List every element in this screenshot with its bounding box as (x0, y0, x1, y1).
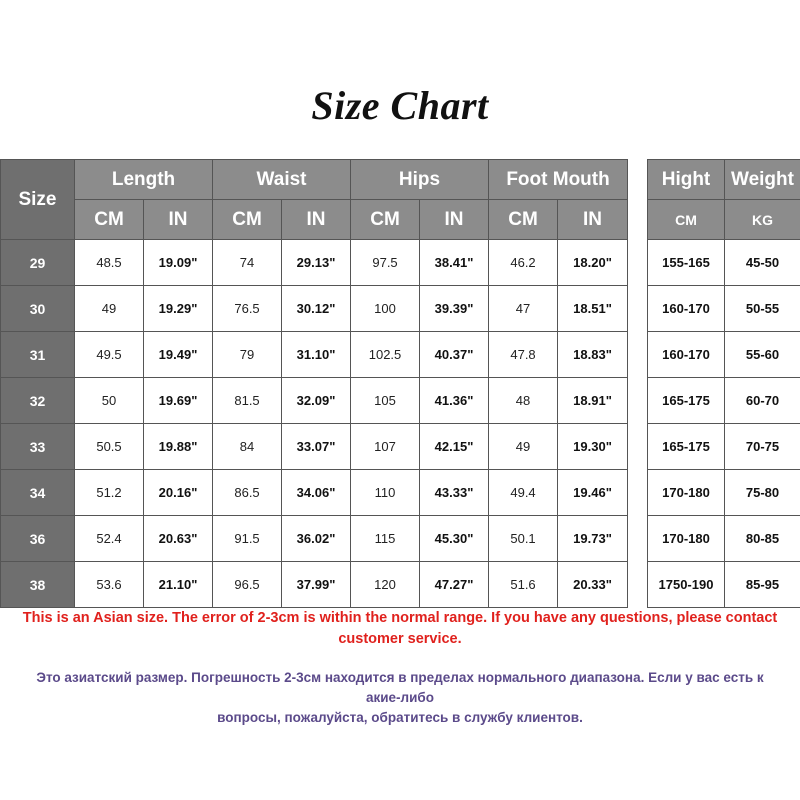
group-header-length: Length (75, 160, 213, 200)
cm-value-cell: 115 (351, 516, 420, 562)
weight-cell: 70-75 (725, 424, 800, 470)
in-value-cell: 20.16" (144, 470, 213, 516)
weight-cell: 75-80 (725, 470, 800, 516)
size-table (0, 159, 628, 608)
size-column-header: Size (1, 160, 75, 240)
cm-value-cell: 86.5 (213, 470, 282, 516)
size-table-body (1, 240, 628, 608)
cm-value-cell: 81.5 (213, 378, 282, 424)
in-value-cell: 18.91" (558, 378, 628, 424)
in-value-cell: 40.37" (420, 332, 489, 378)
in-value-cell: 19.88" (144, 424, 213, 470)
in-value-cell: 19.49" (144, 332, 213, 378)
unit-header-cm: CM (213, 200, 282, 240)
table-row (1, 378, 628, 424)
height-cell: 165-175 (648, 378, 725, 424)
weight-cell: 45-50 (725, 240, 800, 286)
in-value-cell: 18.83" (558, 332, 628, 378)
cm-value-cell: 74 (213, 240, 282, 286)
in-value-cell: 37.99" (282, 562, 351, 608)
cm-value-cell: 100 (351, 286, 420, 332)
table-row (1, 562, 628, 608)
cm-value-cell: 46.2 (489, 240, 558, 286)
cm-value-cell: 102.5 (351, 332, 420, 378)
table-row (1, 516, 628, 562)
in-value-cell: 39.39" (420, 286, 489, 332)
table-row (648, 240, 800, 286)
cm-value-cell: 50.1 (489, 516, 558, 562)
cm-value-cell: 84 (213, 424, 282, 470)
unit-header-cm: CM (75, 200, 144, 240)
in-value-cell: 20.33" (558, 562, 628, 608)
weight-cell: 85-95 (725, 562, 800, 608)
group-header-hips: Hips (351, 160, 489, 200)
in-value-cell: 19.46" (558, 470, 628, 516)
russian-note-line: Это азиатский размер. Погрешность 2-3см находится в пределах нормального диапазона. Если у вас есть к (36, 670, 764, 685)
unit-header-cm: CM (489, 200, 558, 240)
size-cell: 30 (1, 286, 75, 332)
weight-cell: 60-70 (725, 378, 800, 424)
unit-header-height-cm: CM (648, 200, 725, 240)
header-weight: Weight (725, 160, 800, 200)
height-cell: 170-180 (648, 516, 725, 562)
unit-header-in: IN (144, 200, 213, 240)
cm-value-cell: 110 (351, 470, 420, 516)
table-row (1, 286, 628, 332)
table-row (648, 424, 800, 470)
header-height: Hight (648, 160, 725, 200)
table-row (1, 332, 628, 378)
cm-value-cell: 48 (489, 378, 558, 424)
size-cell: 36 (1, 516, 75, 562)
in-value-cell: 31.10" (282, 332, 351, 378)
cm-value-cell: 49 (489, 424, 558, 470)
size-cell: 29 (1, 240, 75, 286)
height-weight-table (647, 159, 800, 608)
in-value-cell: 33.07" (282, 424, 351, 470)
size-cell: 34 (1, 470, 75, 516)
table-row (648, 516, 800, 562)
table-row (648, 286, 800, 332)
in-value-cell: 20.63" (144, 516, 213, 562)
table-row (648, 470, 800, 516)
cm-value-cell: 107 (351, 424, 420, 470)
in-value-cell: 36.02" (282, 516, 351, 562)
unit-header-in: IN (420, 200, 489, 240)
in-value-cell: 19.69" (144, 378, 213, 424)
cm-value-cell: 52.4 (75, 516, 144, 562)
unit-header-in: IN (282, 200, 351, 240)
cm-value-cell: 91.5 (213, 516, 282, 562)
height-cell: 160-170 (648, 332, 725, 378)
cm-value-cell: 49.4 (489, 470, 558, 516)
table-row (648, 378, 800, 424)
cm-value-cell: 50.5 (75, 424, 144, 470)
table-row (1, 240, 628, 286)
in-value-cell: 45.30" (420, 516, 489, 562)
in-value-cell: 29.13" (282, 240, 351, 286)
cm-value-cell: 76.5 (213, 286, 282, 332)
in-value-cell: 34.06" (282, 470, 351, 516)
in-value-cell: 19.29" (144, 286, 213, 332)
page-title: Size Chart (311, 83, 489, 128)
in-value-cell: 43.33" (420, 470, 489, 516)
in-value-cell: 18.20" (558, 240, 628, 286)
table-row (648, 332, 800, 378)
in-value-cell: 42.15" (420, 424, 489, 470)
size-cell: 31 (1, 332, 75, 378)
cm-value-cell: 48.5 (75, 240, 144, 286)
unit-header-weight-kg: KG (725, 200, 800, 240)
size-cell: 32 (1, 378, 75, 424)
cm-value-cell: 97.5 (351, 240, 420, 286)
height-cell: 155-165 (648, 240, 725, 286)
unit-header-in: IN (558, 200, 628, 240)
table-row (1, 470, 628, 516)
cm-value-cell: 49.5 (75, 332, 144, 378)
cm-value-cell: 50 (75, 378, 144, 424)
cm-value-cell: 105 (351, 378, 420, 424)
in-value-cell: 18.51" (558, 286, 628, 332)
table-row (648, 562, 800, 608)
group-header-waist: Waist (213, 160, 351, 200)
russian-note-line: акие-либо (365, 690, 435, 705)
group-header-foot-mouth: Foot Mouth (489, 160, 628, 200)
in-value-cell: 32.09" (282, 378, 351, 424)
size-cell: 33 (1, 424, 75, 470)
in-value-cell: 38.41" (420, 240, 489, 286)
in-value-cell: 47.27" (420, 562, 489, 608)
cm-value-cell: 49 (75, 286, 144, 332)
cm-value-cell: 53.6 (75, 562, 144, 608)
unit-header-cm: CM (351, 200, 420, 240)
table-row (1, 424, 628, 470)
height-cell: 165-175 (648, 424, 725, 470)
cm-value-cell: 47.8 (489, 332, 558, 378)
weight-cell: 50-55 (725, 286, 800, 332)
in-value-cell: 30.12" (282, 286, 351, 332)
in-value-cell: 19.73" (558, 516, 628, 562)
size-cell: 38 (1, 562, 75, 608)
height-weight-body (648, 240, 800, 608)
weight-cell: 80-85 (725, 516, 800, 562)
in-value-cell: 21.10" (144, 562, 213, 608)
cm-value-cell: 51.6 (489, 562, 558, 608)
in-value-cell: 41.36" (420, 378, 489, 424)
weight-cell: 55-60 (725, 332, 800, 378)
cm-value-cell: 47 (489, 286, 558, 332)
russian-note (0, 668, 800, 728)
in-value-cell: 19.09" (144, 240, 213, 286)
height-cell: 1750-190 (648, 562, 725, 608)
russian-note-line: вопросы, пожалуйста, обратитесь в службу клиентов. (217, 710, 583, 725)
cm-value-cell: 96.5 (213, 562, 282, 608)
height-cell: 160-170 (648, 286, 725, 332)
cm-value-cell: 120 (351, 562, 420, 608)
cm-value-cell: 51.2 (75, 470, 144, 516)
height-cell: 170-180 (648, 470, 725, 516)
english-note: This is an Asian size. The error of 2-3cm is within the normal range. If you have any questions, please contact customer service. (22, 610, 778, 647)
in-value-cell: 19.30" (558, 424, 628, 470)
cm-value-cell: 79 (213, 332, 282, 378)
